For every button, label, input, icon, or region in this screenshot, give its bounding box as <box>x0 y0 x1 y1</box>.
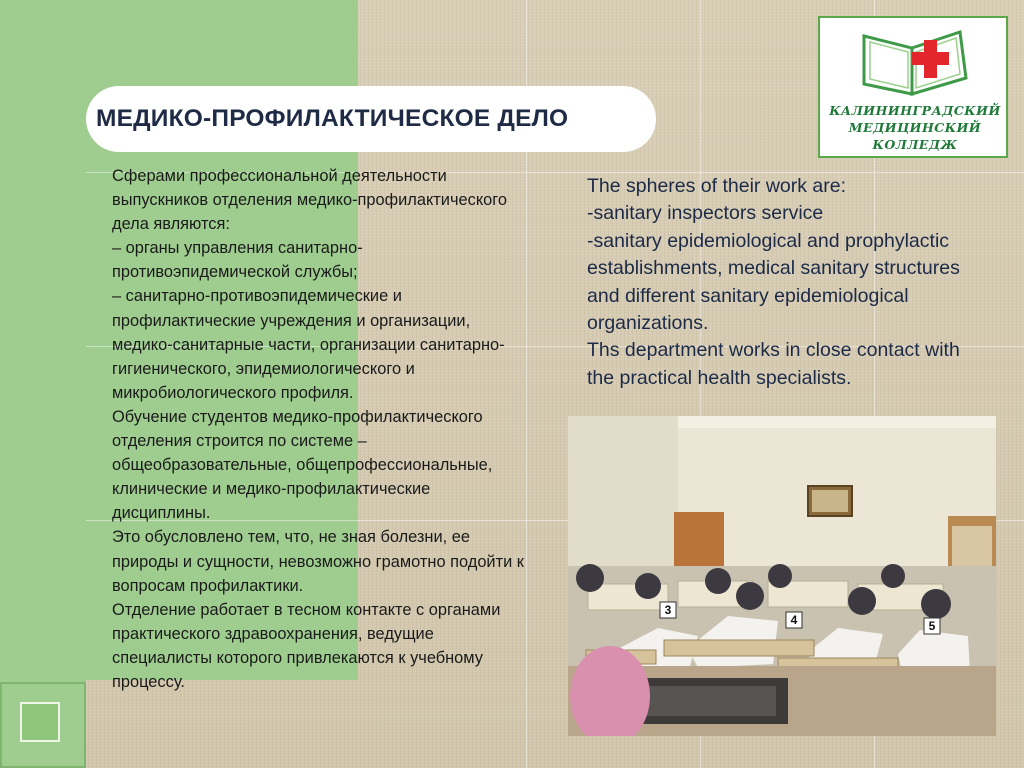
college-logo <box>818 16 1008 158</box>
classroom-photo <box>568 416 996 736</box>
college-name-line-2: МЕДИЦИНСКИЙ <box>848 120 982 135</box>
en-line-4: Ths department works in close contact with the practical health specialists. <box>587 339 960 389</box>
ru-paragraph-4: Обучение студентов медико-профилактического отделения строится по системе – общеобразовательные, общепрофессиональные, клинические и медико-профилактические дисциплины. <box>112 407 493 523</box>
open-book-red-cross-icon <box>820 18 1006 102</box>
ru-paragraph-1: Сферами профессиональной деятельности выпускников отделения медико-профилактического дела являются: <box>112 167 508 234</box>
desk-number-3: 3 <box>664 603 672 617</box>
college-name <box>826 102 1004 153</box>
ru-paragraph-6: Отделение работает в тесном контакте с органами практического здравоохранения, ведущие специалисты которого привлекаются к учебному процессу. <box>112 600 501 691</box>
corner-square-decoration <box>0 682 86 768</box>
en-line-2: -sanitary inspectors service <box>587 202 824 225</box>
college-name-line-3: КОЛЛЕДЖ <box>872 137 958 152</box>
title-banner <box>86 86 656 152</box>
en-line-1: The spheres of their work are: <box>587 175 847 197</box>
corner-square-inner <box>20 702 60 742</box>
green-side-strip <box>0 0 86 768</box>
college-name-line-1: КАЛИНИНГРАДСКИЙ <box>829 103 1001 118</box>
russian-description <box>112 164 524 694</box>
english-description <box>587 173 987 392</box>
desk-number-4: 4 <box>790 613 798 627</box>
classroom-illustration <box>568 416 996 736</box>
ru-paragraph-5: Это обусловлено тем, что, не зная болезни, ее природы и сущности, невозможно грамотно подойти к вопросам профилактики. <box>112 528 524 595</box>
ru-paragraph-2: – органы управления санитарно-противоэпидемической службы; <box>112 239 363 282</box>
en-line-3: -sanitary epidemiological and prophylactic establishments, medical sanitary structures and different sanitary epidemiological organizations. <box>587 229 960 335</box>
page-title: МЕДИКО-ПРОФИЛАКТИЧЕСКОЕ ДЕЛО <box>96 105 569 132</box>
ru-paragraph-3: – санитарно-противоэпидемические и профилактические учреждения и организации, медико-санитарные части, организации санитарно-гигиенического, эпидемиологического и микробиологического профиля. <box>112 287 505 402</box>
desk-number-5: 5 <box>928 619 936 633</box>
